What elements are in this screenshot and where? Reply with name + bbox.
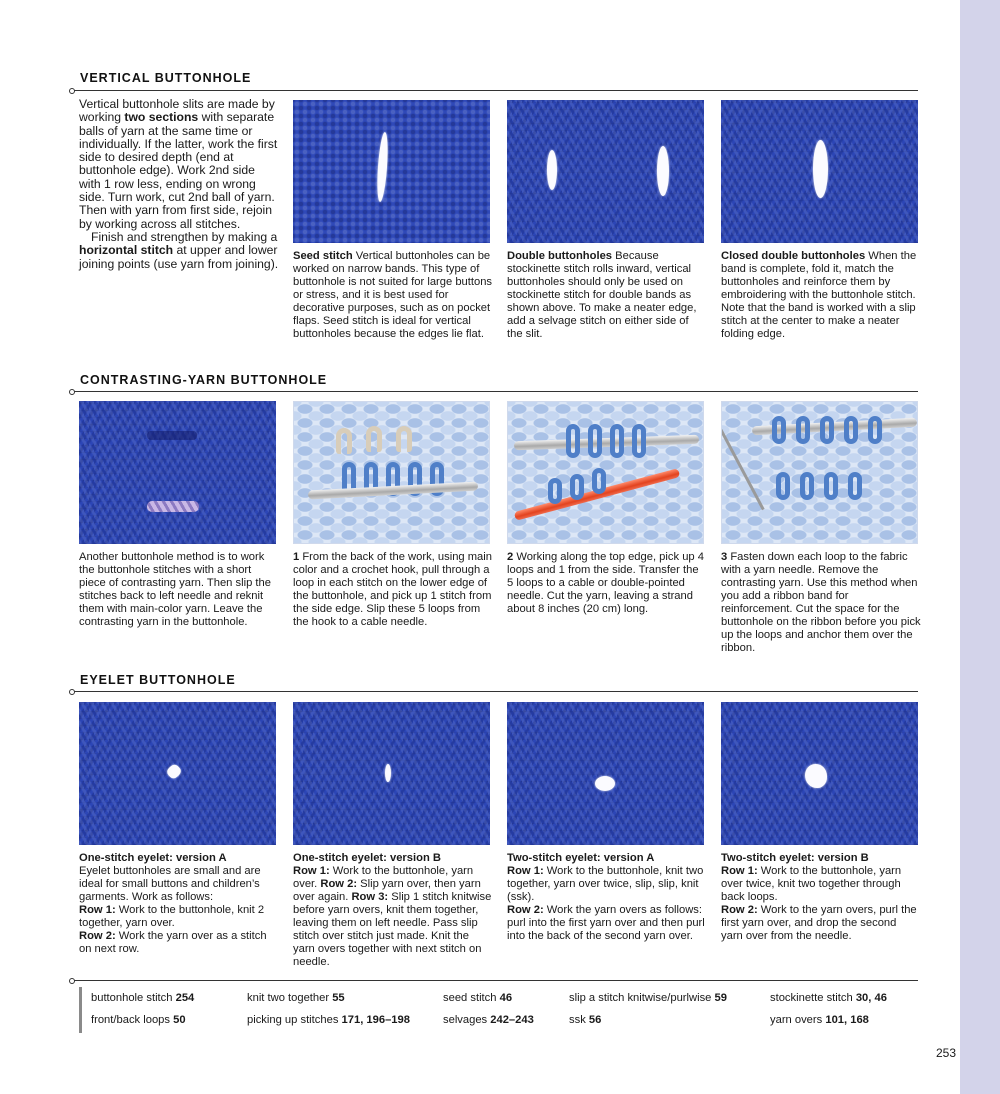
index-entry[interactable]: slip a stitch knitwise/purlwise 59 — [569, 992, 727, 1004]
index-entry[interactable]: front/back loops 50 — [91, 1014, 186, 1026]
caption-two-stitch-eyelet-a: Two-stitch eyelet: version A Row 1: Work to the buttonhole, knit two together, yarn over twice, slip, slip, knit (ssk). Row 2: Work the yarn overs as follows: purl into the first yarn over and then purl into the back of the second yarn over. — [507, 852, 705, 942]
section-rule — [72, 90, 918, 91]
caption-step-1: 1 From the back of the work, using main color and a crochet hook, pull through a loop in each stitch on the lower edge of the buttonhole, and pick up 1 stitch from the side edge. Slip these 5 loops from the hook to a cable needle. — [293, 551, 492, 628]
section-rule — [72, 691, 918, 692]
index-entry[interactable]: stockinette stitch 30, 46 — [770, 992, 887, 1004]
caption-step-2: 2 Working along the top edge, pick up 4 loops and 1 from the side. Transfer the 5 loops to a cable or double-pointed needle. Cut the yarn, leaving a strand about 8 inches (20 cm) long. — [507, 551, 704, 615]
step-3-illustration — [721, 401, 918, 544]
section-rule — [72, 391, 918, 392]
caption-two-stitch-eyelet-b: Two-stitch eyelet: version B Row 1: Work to the buttonhole, yarn over twice, knit two together through back loops. Row 2: Work to the yarn overs, purl the first yarn over, and drop the second yarn over from the needle. — [721, 852, 917, 942]
index-rule — [72, 980, 918, 981]
closed-double-buttonholes-photo — [721, 100, 918, 243]
caption-double-buttonholes: Double buttonholes Because stockinette stitch rolls inward, vertical buttonholes should only be used on stockinette stitch for double bands as shown above. To make a neater edge, add a selvage stitch on either side of the slit. — [507, 250, 697, 340]
caption-seed-stitch: Seed stitch Vertical buttonholes can be worked on narrow bands. This type of buttonhole is not suited for large buttons or stress, and it is best used for decorative purposes, such as on pocket flaps. Seed stitch is ideal for vertical buttonholes because the edges lie flat. — [293, 250, 493, 340]
one-stitch-eyelet-a-photo — [79, 702, 276, 845]
section-title-vertical-buttonhole: VERTICAL BUTTONHOLE — [80, 71, 252, 85]
index-entry[interactable]: picking up stitches 171, 196–198 — [247, 1014, 410, 1026]
caption-step-3: 3 Fasten down each loop to the fabric with a yarn needle. Remove the contrasting yarn. Use this method when you add a ribbon band for reinforcement. Cut the space for the buttonhole on the ribbon before you pick up the loops and anchor them over the ribbon. — [721, 551, 921, 654]
index-entry[interactable]: selvages 242–243 — [443, 1014, 534, 1026]
index-entry[interactable]: seed stitch 46 — [443, 992, 513, 1004]
step-1-illustration — [293, 401, 490, 544]
index-entry[interactable]: yarn overs 101, 168 — [770, 1014, 869, 1026]
vertical-intro: Vertical buttonhole slits are made by working two sections with separate balls of yarn at the same time or individually. If the latter, work the first side to desired depth (end at buttonhole edge). Work 2nd side with 1 row less, ending on wrong side. Turn work, cut 2nd ball of yarn. Then with yarn from first side, rejoin by working across all stitches. Finish and strengthen by making a horizontal stitch at upper and lower joining points (use yarn from joining). — [79, 97, 279, 271]
caption-one-stitch-eyelet-a: One-stitch eyelet: version A Eyelet buttonholes are small and are ideal for small buttons and children’s garments. Work as follows: Row 1: Work to the buttonhole, knit 2 together, yarn over. Row 2: Work the yarn over as a stitch on next row. — [79, 852, 267, 955]
seed-stitch-buttonhole-photo — [293, 100, 490, 243]
step-2-illustration — [507, 401, 704, 544]
one-stitch-eyelet-b-photo — [293, 702, 490, 845]
two-stitch-eyelet-a-photo — [507, 702, 704, 845]
caption-closed-double-buttonholes: Closed double buttonholes When the band is complete, fold it, match the buttonholes and reinforce them by embroidering with the buttonhole stitch. Note that the band is worked with a slip stitch at the center to make a neater folding edge. — [721, 250, 917, 340]
cross-reference-index — [79, 987, 921, 1033]
page-number: 253 — [936, 1046, 957, 1060]
section-title-eyelet-buttonhole: EYELET BUTTONHOLE — [80, 673, 236, 687]
two-stitch-eyelet-b-photo — [721, 702, 918, 845]
caption-one-stitch-eyelet-b: One-stitch eyelet: version B Row 1: Work to the buttonhole, yarn over. Row 2: Slip yarn over, then yarn over again. Row 3: Slip 1 stitch knitwise before yarn overs, knit them together, leaving them on left needle. Pass slip stitch over stitch just made. Knit the yarn overs together with next stitch on needle. — [293, 852, 492, 968]
section-title-contrasting-yarn-buttonhole: CONTRASTING-YARN BUTTONHOLE — [80, 373, 328, 387]
caption-contrasting-intro: Another buttonhole method is to work the buttonhole stitches with a short piece of contrasting yarn. Then slip the stitches back to left needle and reknit them with main-color yarn. Leave the contrasting yarn in the buttonhole. — [79, 551, 271, 628]
contrasting-yarn-photo — [79, 401, 276, 544]
page-edge-tab — [960, 0, 1000, 1094]
double-buttonholes-photo — [507, 100, 704, 243]
index-entry[interactable]: ssk 56 — [569, 1014, 602, 1026]
index-entry[interactable]: knit two together 55 — [247, 992, 345, 1004]
index-entry[interactable]: buttonhole stitch 254 — [91, 992, 195, 1004]
